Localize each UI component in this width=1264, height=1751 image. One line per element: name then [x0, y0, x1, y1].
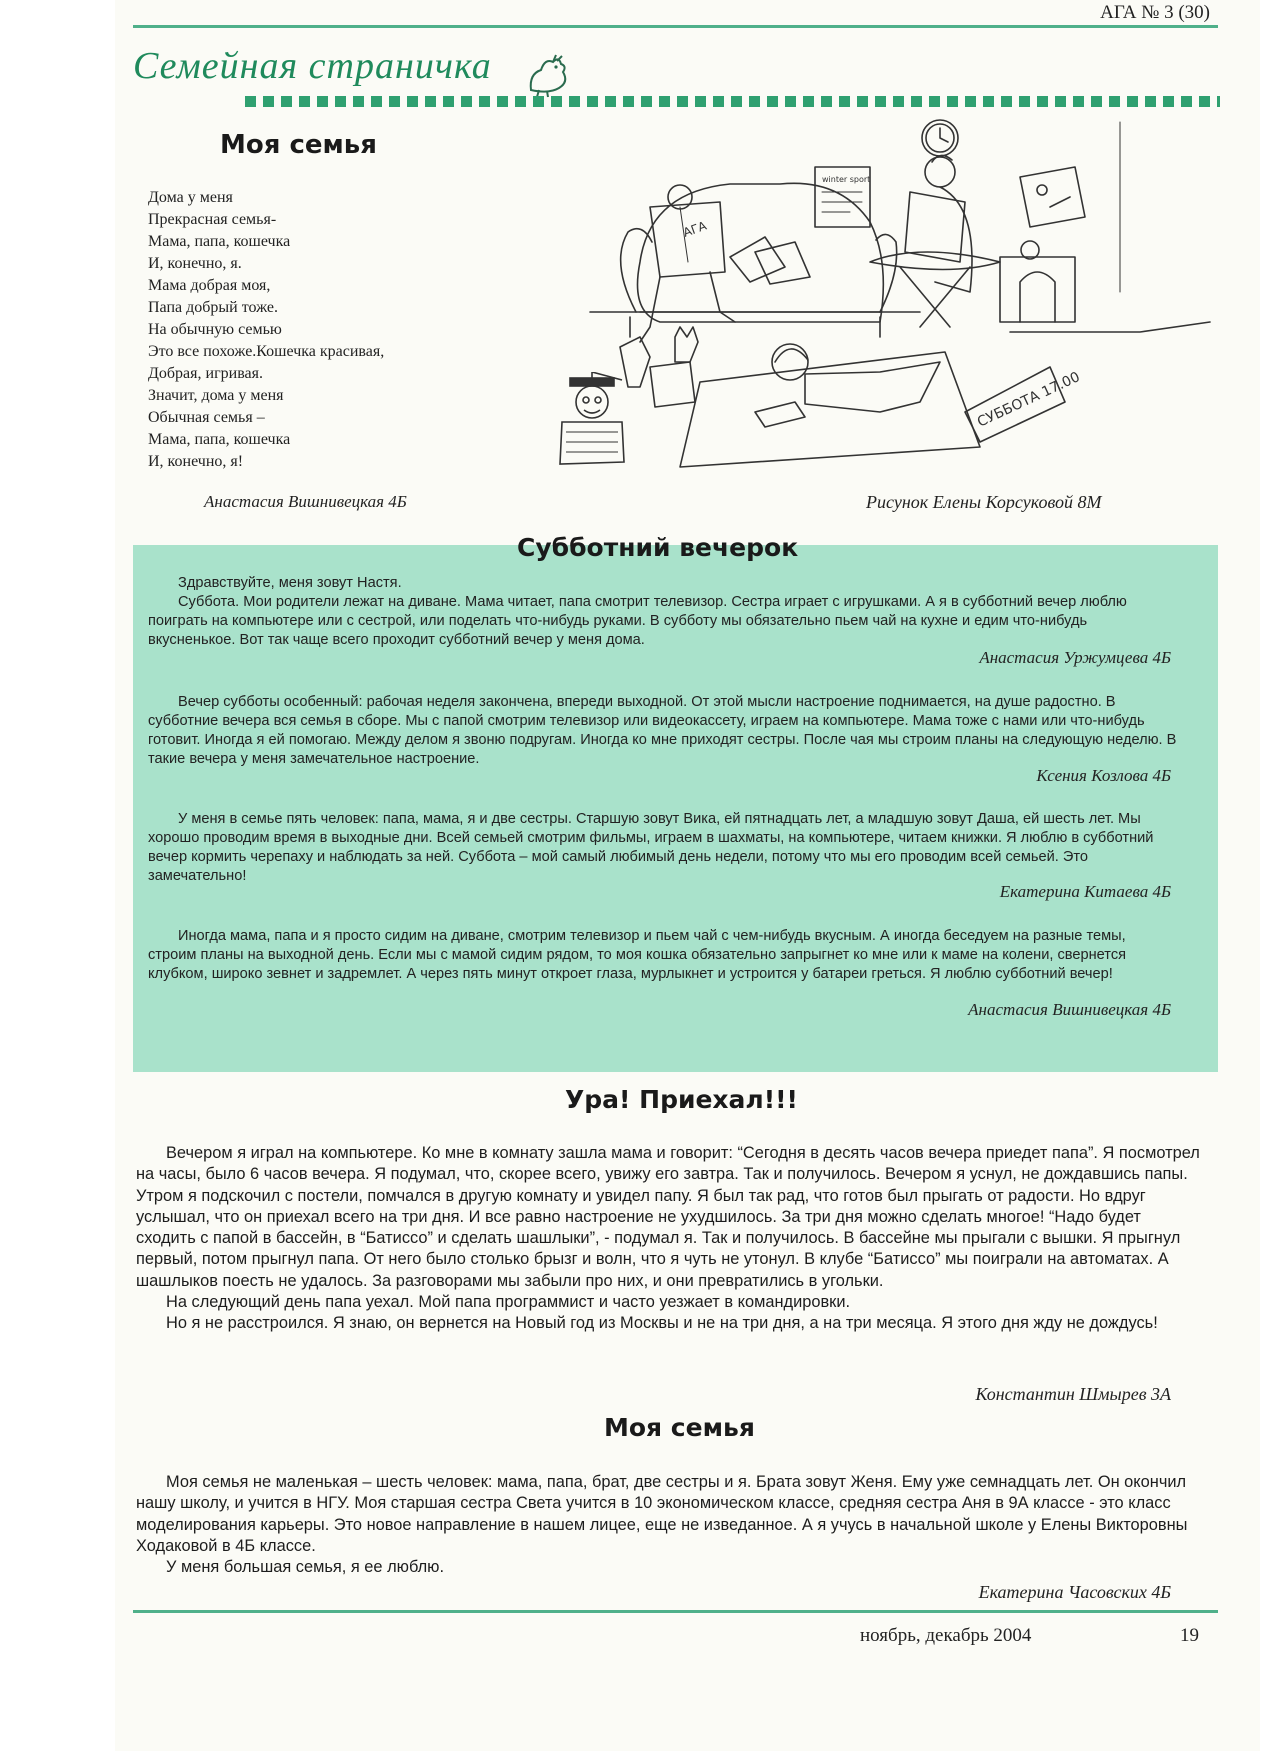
entry-paragraph: Иногда мама, папа и я просто сидим на диване, смотрим телевизор и пьем чай с чем-нибудь вкусным. А иногда беседуем на разные темы, строим планы на выходной день. Если мы с мамой сидим рядом, то моя кошка обязательно запрыгнет ко мне или к маме на колени, свернется клубком, широко зевнет и задремлет. А через пять минут откроет глаза, мурлыкнет и устроится у батареи греться. Я люблю субботний вечер! — [148, 928, 1127, 982]
top-rule — [133, 25, 1218, 28]
article-paragraph: Но я не расстроился. Я знаю, он вернется на Новый год из Москвы и не на три дня, а на три месяца. Я этого дня жду не дождусь! — [166, 1314, 1158, 1333]
family-illustration — [580, 112, 1220, 492]
svg-text:СУББОТА 17.00: СУББОТА 17.00 — [974, 369, 1083, 431]
article-paragraph: Моя семья не маленькая – шесть человек: мама, папа, брат, две сестры и я. Брата зовут Женя. Ему уже семнадцать лет. Он окончил нашу школу, и учится в НГУ. Моя старшая сестра Света учится в 10 экономическом классе, средняя сестра Аня в 9А классе - это класс моделирования карьеры. Это новое направление в нашем лицее, еще не изведанное. А я учусь в начальной школе у Елены Викторовны Ходаковой в 4Б классе. — [136, 1473, 1188, 1555]
illustration-caption: Рисунок Елены Корсуковой 8М — [866, 492, 1102, 512]
article-paragraph: На следующий день папа уехал. Мой папа программист и часто уезжает в командировки. — [166, 1293, 851, 1312]
entry-author: Анастасия Вишнивецкая 4Б — [968, 1000, 1171, 1019]
svg-text:winter sport: winter sport — [822, 175, 871, 184]
entry-author: Ксения Козлова 4Б — [1036, 766, 1171, 785]
poem-line: Дома у меня — [148, 189, 233, 206]
poem-line: На обычную семью — [148, 321, 282, 338]
poem-line: И, конечно, я. — [148, 255, 242, 272]
poem-title: Моя семья — [220, 130, 377, 160]
entry-paragraph: Суббота. Мои родители лежат на диване. Мама читает, папа смотрит телевизор. Сестра играет с игрушками. А я в субботний вечер люблю поиграть на компьютере или с сестрой, или поделать что-нибудь руками. В субботу мы обязательно пьем чай на кухне и едим что-нибудь вкусненькое. Вот так чаще всего проходит субботний вечер у меня дома. — [148, 594, 1127, 648]
mother-drawing — [905, 155, 972, 292]
reading-boy-icon — [552, 372, 642, 472]
saturday-entry — [148, 810, 1178, 886]
entry-author: Анастасия Уржумцева 4Б — [979, 648, 1171, 667]
poem-text — [148, 187, 448, 473]
poem-line: И, конечно, я! — [148, 453, 244, 470]
dotted-rule — [245, 96, 1220, 107]
arrived-title: Ура! Приехал!!! — [565, 1085, 798, 1114]
arrived-author: Константин Шмырев 3А — [975, 1384, 1171, 1404]
rooster-icon — [523, 52, 573, 98]
saturday-title: Субботний вечерок — [517, 533, 799, 562]
father-drawing — [640, 185, 735, 342]
bottom-rule — [133, 1610, 1218, 1613]
footer-date: ноябрь, декабрь 2004 — [860, 1625, 1032, 1646]
family-author: Екатерина Часовских 4Б — [978, 1582, 1171, 1602]
article-paragraph: У меня большая семья, я ее люблю. — [166, 1558, 445, 1577]
wall-picture — [1020, 167, 1085, 227]
wall-poster — [815, 167, 870, 227]
entry-paragraph: Здравствуйте, меня зовут Настя. — [178, 575, 402, 591]
poem-line: Мама добрая моя, — [148, 277, 271, 294]
poem-author: Анастасия Вишнивецкая 4Б — [204, 492, 407, 511]
poem-line: Прекрасная семья- — [148, 211, 277, 228]
issue-number: АГА № 3 (30) — [1100, 2, 1210, 23]
saturday-entry — [148, 927, 1178, 984]
poem-line: Мама, папа, кошечка — [148, 431, 291, 448]
poem-line: Добрая, игривая. — [148, 365, 264, 382]
saturday-sign — [965, 367, 1082, 442]
poem-line: Папа добрый тоже. — [148, 299, 279, 316]
article-paragraph: Вечером я играл на компьютере. Ко мне в комнату зашла мама и говорит: “Сегодня в десять часов вечера приедет папа”. Я посмотрел на часы, было 6 часов вечера. Я подумал, что, скорее всего, увижу его завтра. Так и получилось. Вечером я уснул, не дождавшись папы. Утром я подскочил с постели, помчался в другую комнату и увидел папу. Я был так рад, что готов был прыгать от радости. Но вдруг услышал, что он приехал всего на три дня. И все равно настроение не ухудшилось. За три дня можно сделать многое! “Надо будет сходить с папой в бассейн, в “Батиссо” и сделать шашлыки”, - подумал я. Так и получилось. В бассейне мы прыгали с вышки. Я прыгнул первый, потом прыгнул папа. От него было столько брызг и волн, что я чуть не утонул. В клубе “Батиссо” мы поиграли на автоматах. А шашлыков поесть не удалось. За разговорами мы забыли про них, и они превратились в угольки. — [136, 1144, 1200, 1290]
entry-paragraph: У меня в семье пять человек: папа, мама, я и две сестры. Старшую зовут Вика, ей пятнадцать лет, а младшую зовут Даша, ей шесть лет. Мы хорошо проводим время в выходные дни. Всей семьей смотрим фильмы, играем в шахматы, на компьютере, читаем книжки. Я люблю в субботний вечер кормить черепаху и наблюдать за ней. Суббота – мой самый любимый день недели, потому что мы его проводим всей семьей. Это замечательно! — [148, 811, 1154, 884]
svg-text:АГА: АГА — [681, 218, 709, 240]
poem-line: Это все похоже.Кошечка красивая, — [148, 343, 385, 360]
poem-line: Мама, папа, кошечка — [148, 233, 291, 250]
entry-paragraph: Вечер субботы особенный: рабочая неделя закончена, впереди выходной. От этой мысли настроение поднимается, на душе радостно. В субботние вечера вся семья в сборе. Мы с папой смотрим телевизор или видеокассету, играем на компьютере. Мама тоже с нами или что-нибудь готовит. Иногда я ей помогаю. Между делом я звоню подругам. Иногда ко мне приходят сестры. После чая мы строим планы на следующую неделю. В такие вечера у меня замечательное настроение. — [148, 694, 1177, 767]
arrived-text — [136, 1143, 1202, 1335]
page-number: 19 — [1180, 1625, 1199, 1646]
poem-line: Значит, дома у меня — [148, 387, 284, 404]
entry-author: Екатерина Китаева 4Б — [999, 882, 1171, 901]
section-title: Семейная страничка — [133, 45, 492, 87]
saturday-entry — [148, 574, 1178, 650]
saturday-entry — [148, 693, 1178, 769]
poem-line: Обычная семья – — [148, 409, 265, 426]
family-text — [136, 1472, 1202, 1578]
clock-icon — [922, 120, 958, 156]
family-title: Моя семья — [604, 1413, 755, 1442]
